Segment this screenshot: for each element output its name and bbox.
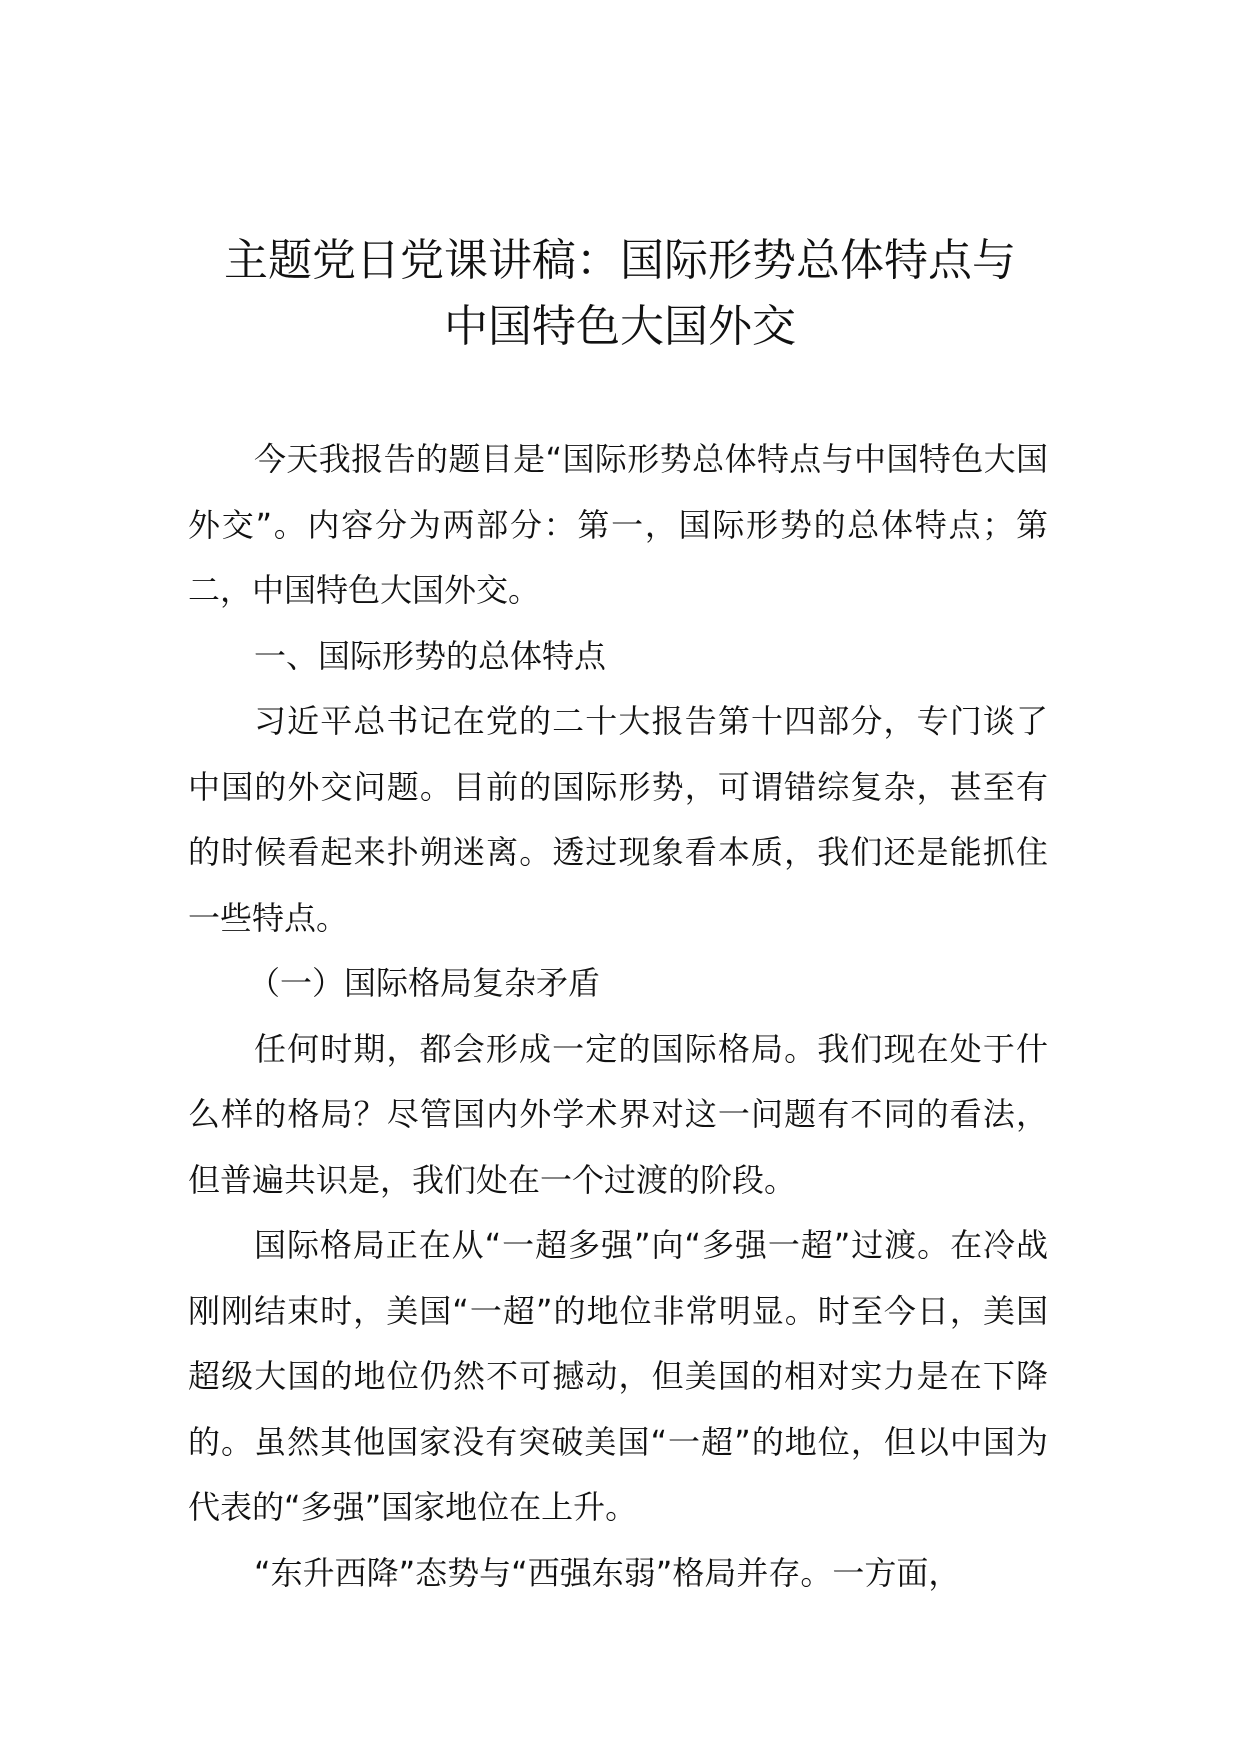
title-line-2: 中国特色大国外交 [444, 301, 796, 352]
body-paragraph: 国际格局正在从“一超多强”向“多强一超”过渡。在冷战刚刚结束时，美国“一超”的地位非常明显。时至今日，美国超级大国的地位仍然不可撼动，但美国的相对实力是在下降的。虽然其他国家没有突破美国“一超”的地位，但以中国为代表的“多强”国家地位在上升。 [188, 1226, 1048, 1526]
section-heading-1: 一、国际形势的总体特点 [254, 636, 607, 675]
document-body [188, 427, 1048, 1606]
body-paragraph: 习近平总书记在党的二十大报告第十四部分，专门谈了中国的外交问题。目前的国际形势，可谓错综复杂，甚至有的时候看起来扑朔迷离。透过现象看本质，我们还是能抓住一些特点。 [188, 702, 1048, 937]
document-title [150, 228, 1090, 360]
intro-paragraph: 今天我报告的题目是“国际形势总体特点与中国特色大国外交”。内容分为两部分：第一，国际形势的总体特点；第二，中国特色大国外交。 [188, 440, 1048, 609]
title-line-1: 主题党日党课讲稿：国际形势总体特点与 [224, 235, 1016, 286]
body-paragraph: 任何时期，都会形成一定的国际格局。我们现在处于什么样的格局？尽管国内外学术界对这一问题有不同的看法，但普遍共识是，我们处在一个过渡的阶段。 [188, 1029, 1048, 1199]
subsection-heading-1: （一）国际格局复杂矛盾 [248, 964, 601, 1002]
body-paragraph: “东升西降”态势与“西强东弱”格局并存。一方面， [254, 1553, 961, 1592]
